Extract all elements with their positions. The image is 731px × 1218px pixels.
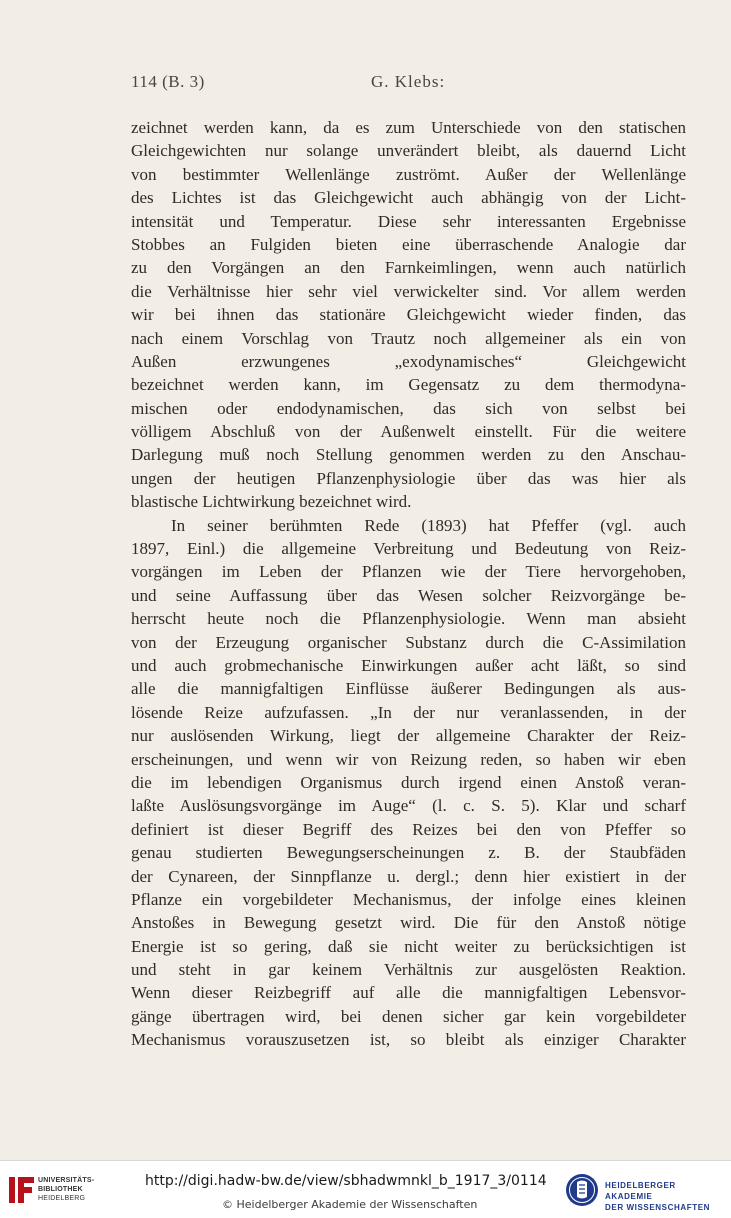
- text-line: der Cynareen, der Sinnpflanze u. dergl.; denn hier existiert in der: [131, 866, 686, 886]
- text-line: Mechanismus vorauszusetzen ist, so bleibt als einziger Charakter: [131, 1030, 686, 1050]
- page-number: 114 (B. 3): [131, 72, 205, 91]
- text-line: intensität und Temperatur. Diese sehr interessanten Ergebnisse: [131, 211, 686, 231]
- text-line: Pflanze ein vorgebildeter Mechanismus, der infolge eines kleinen: [131, 889, 686, 909]
- library-city: HEIDELBERG: [38, 1195, 86, 1202]
- text-line: von der Erzeugung organischer Substanz durch die C-Assimilation: [131, 632, 686, 652]
- text-line: und seine Auffassung über das Wesen solcher Reizvorgänge be-: [131, 585, 686, 605]
- text-line: Außen erzwungenes „exodynamisches“ Gleichgewicht: [131, 351, 686, 371]
- page-header: [131, 72, 686, 96]
- text-line: die Verhältnisse hier sehr viel verwickelter sind. Vor allem werden: [131, 281, 686, 301]
- text-line: von bestimmter Wellenlänge zuströmt. Außer der Wellenlänge: [131, 164, 686, 184]
- text-line: nach einem Vorschlag von Trautz noch allgemeiner als ein von: [131, 328, 686, 348]
- text-line: Energie ist so gering, daß sie nicht weiter zu berücksichtigen ist: [131, 936, 686, 956]
- text-line: wir bei ihnen das stationäre Gleichgewicht wieder finden, das: [131, 305, 686, 325]
- text-line: Anstoßes in Bewegung gesetzt wird. Die für den Anstoß nötige: [131, 913, 686, 933]
- text-line: Gleichgewichten nur solange unverändert bleibt, als dauernd Licht: [131, 141, 686, 161]
- text-line: laßte Auslösungsvorgänge im Auge“ (l. c. S. 5). Klar und scharf: [131, 796, 686, 816]
- library-name-line1: UNIVERSITÄTS-: [38, 1177, 95, 1184]
- text-line: ungen der heutigen Pflanzenphysiologie über das was hier als: [131, 468, 686, 488]
- text-line: lösende Reize aufzufassen. „In der nur veranlassenden, in der: [131, 702, 686, 722]
- text-line: Darlegung muß noch Stellung genommen werden zu den Anschau-: [131, 445, 686, 465]
- text-line: des Lichtes ist das Gleichgewicht auch abhängig von der Licht-: [131, 188, 686, 208]
- university-library-logo[interactable]: [8, 1175, 98, 1209]
- text-line: blastische Lichtwirkung bezeichnet wird.: [131, 492, 412, 512]
- text-line: gänge übertragen wird, bei denen sicher gar kein vorgebildeter: [131, 1006, 686, 1026]
- text-line: zeichnet werden kann, da es zum Unterschiede von den statischen: [131, 118, 686, 137]
- academy-name-line2: DER WISSENSCHAFTEN: [605, 1203, 711, 1212]
- library-logo-icon: [8, 1175, 36, 1205]
- text-line: alle die mannigfaltigen Einflüsse äußerer Bedingungen als aus-: [131, 679, 686, 699]
- text-line: Wenn dieser Reizbegriff auf alle die mannigfaltigen Lebensvor-: [131, 983, 686, 1003]
- academy-name: [605, 1180, 725, 1213]
- permalink-url[interactable]: http://digi.hadw-bw.de/view/sbhadwmnkl_b_1917_3/0114: [145, 1173, 547, 1189]
- academy-name-line1: HEIDELBERGER AKADEMIE: [605, 1181, 676, 1201]
- text-line: bezeichnet werden kann, im Gegensatz zu dem thermodyna-: [131, 375, 686, 395]
- text-line: nur auslösenden Wirkung, liegt der allgemeine Charakter der Reiz-: [131, 726, 686, 746]
- text-line: vorgängen im Leben der Pflanzen wie der Tiere hervorgehoben,: [131, 562, 686, 582]
- text-line: mischen oder endodynamischen, das sich von selbst bei: [131, 398, 686, 418]
- library-name-line2: BIBLIOTHEK: [38, 1186, 83, 1193]
- text-line: Stobbes an Fulgiden bieten eine überraschende Analogie dar: [131, 234, 686, 254]
- footer-bar: [0, 1160, 731, 1218]
- text-line: und steht in gar keinem Verhältnis zur ausgelösten Reaktion.: [131, 960, 686, 980]
- text-line: In seiner berühmten Rede (1893) hat Pfeffer (vgl. auch: [171, 515, 686, 535]
- text-line: völligem Abschluß von der Außenwelt einstellt. Für die weitere: [131, 422, 686, 442]
- text-line: erscheinungen, und wenn wir von Reizung reden, so haben wir eben: [131, 749, 686, 769]
- copyright-notice: © Heidelberger Akademie der Wissenschaften: [222, 1198, 478, 1211]
- running-title: G. Klebs:: [371, 72, 446, 91]
- academy-logo[interactable]: [565, 1173, 725, 1212]
- text-line: herrscht heute noch die Pflanzenphysiologie. Wenn man absieht: [131, 609, 686, 629]
- text-line: 1897, Einl.) die allgemeine Verbreitung und Bedeutung von Reiz-: [131, 539, 686, 559]
- text-line: die im lebendigen Organismus durch irgend einen Anstoß veran-: [131, 772, 686, 792]
- body-text: [131, 116, 686, 1052]
- text-line: genau studierten Bewegungserscheinungen z. B. der Staubfäden: [131, 843, 686, 863]
- text-line: und auch grobmechanische Einwirkungen außer acht läßt, so sind: [131, 655, 686, 675]
- text-line: zu den Vorgängen an den Farnkeimlingen, wenn auch natürlich: [131, 258, 686, 278]
- text-line: definiert ist dieser Begriff des Reizes bei den von Pfeffer so: [131, 819, 686, 839]
- library-name: [38, 1176, 94, 1203]
- academy-seal-icon: [565, 1173, 599, 1207]
